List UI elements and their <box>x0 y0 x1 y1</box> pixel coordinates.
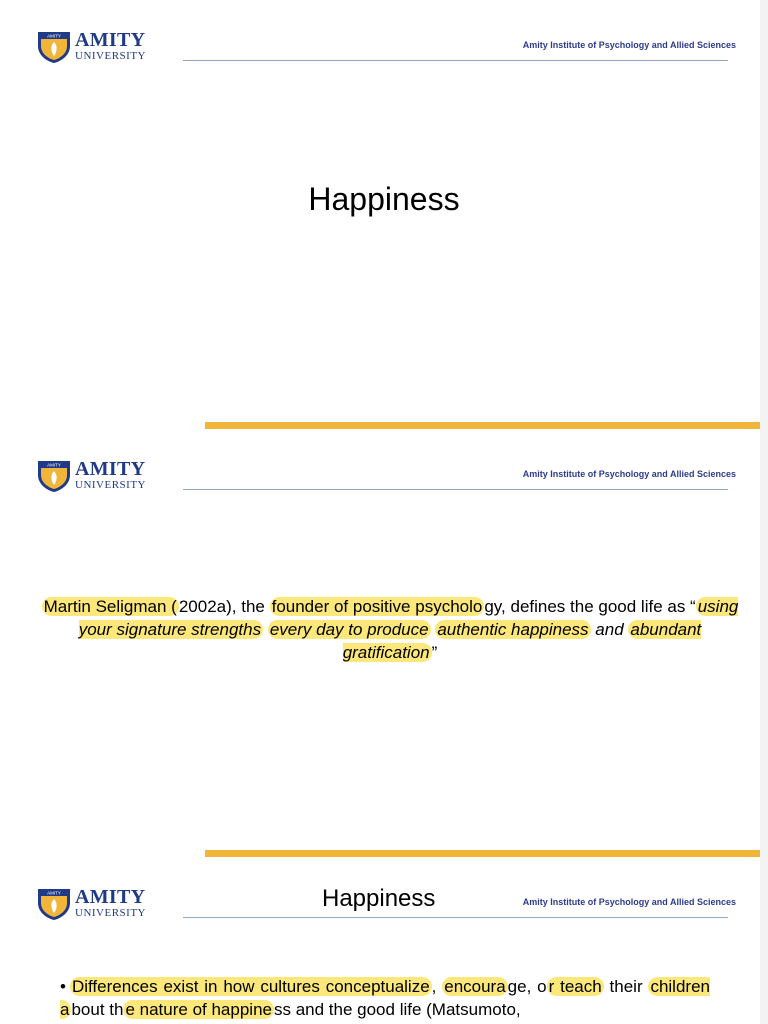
bullet-text: bout th <box>71 1000 124 1019</box>
accent-bar <box>205 422 768 429</box>
institute-name: Amity Institute of Psychology and Allied Sciences <box>522 40 736 50</box>
highlight: Differences exist in how cultures conceptualize <box>71 977 430 996</box>
slide-2 <box>0 429 768 857</box>
highlight: r teach <box>548 977 602 996</box>
header-divider <box>183 489 728 490</box>
logo-badge-text: AMITY <box>47 890 61 896</box>
highlight: every day to produce <box>269 620 429 639</box>
slide-3 <box>0 857 768 1024</box>
highlight: Martin Seligman ( <box>43 597 177 616</box>
highlight: encoura <box>444 977 506 996</box>
page-edge <box>760 0 768 429</box>
page-edge <box>760 429 768 857</box>
bullet-text: ge, o <box>507 977 547 996</box>
quote-text: gy, defines the good life as “ <box>484 597 696 616</box>
bullet-text: , <box>431 977 443 996</box>
institute-name: Amity Institute of Psychology and Allied Sciences <box>522 469 736 479</box>
amity-shield-icon <box>36 459 72 492</box>
highlight: abundant gratification <box>342 620 702 662</box>
amity-logo <box>36 30 168 64</box>
highlight: authentic happiness <box>437 620 589 639</box>
logo-name: AMITY <box>75 886 146 908</box>
highlight: children a <box>60 977 710 1019</box>
logo-subtitle: UNIVERSITY <box>75 50 146 62</box>
amity-logo <box>36 887 168 921</box>
quote-text: ” <box>431 643 438 662</box>
highlight: e nature of happine <box>125 1000 272 1019</box>
institute-name: Amity Institute of Psychology and Allied Sciences <box>522 897 736 907</box>
amity-shield-icon <box>36 30 72 63</box>
slide-title: Happiness <box>308 181 460 217</box>
logo-subtitle: UNIVERSITY <box>75 907 146 919</box>
header-divider <box>183 917 728 918</box>
logo-badge-text: AMITY <box>47 462 61 468</box>
bullet-text: ss and the good life (Matsumoto, <box>273 1000 521 1019</box>
logo-subtitle: UNIVERSITY <box>75 479 146 491</box>
accent-bar <box>205 850 768 857</box>
slide-1 <box>0 0 768 429</box>
slide-title: Happiness <box>322 885 436 912</box>
logo-badge-text: AMITY <box>47 33 61 39</box>
quote-text: 2002a), the <box>178 597 270 616</box>
logo-name: AMITY <box>75 458 146 480</box>
quote-text: and <box>590 620 629 639</box>
bullet-marker: • <box>60 977 66 996</box>
highlight: founder of positive psycholo <box>271 597 483 616</box>
seligman-quote <box>40 595 740 664</box>
header-divider <box>183 60 728 61</box>
bullet-item <box>60 975 710 1021</box>
page-edge <box>760 857 768 1024</box>
highlight: using your signature strengths <box>78 597 739 639</box>
amity-logo <box>36 459 168 493</box>
bullet-text: their <box>603 977 649 996</box>
amity-shield-icon <box>36 887 72 920</box>
logo-name: AMITY <box>75 29 146 51</box>
